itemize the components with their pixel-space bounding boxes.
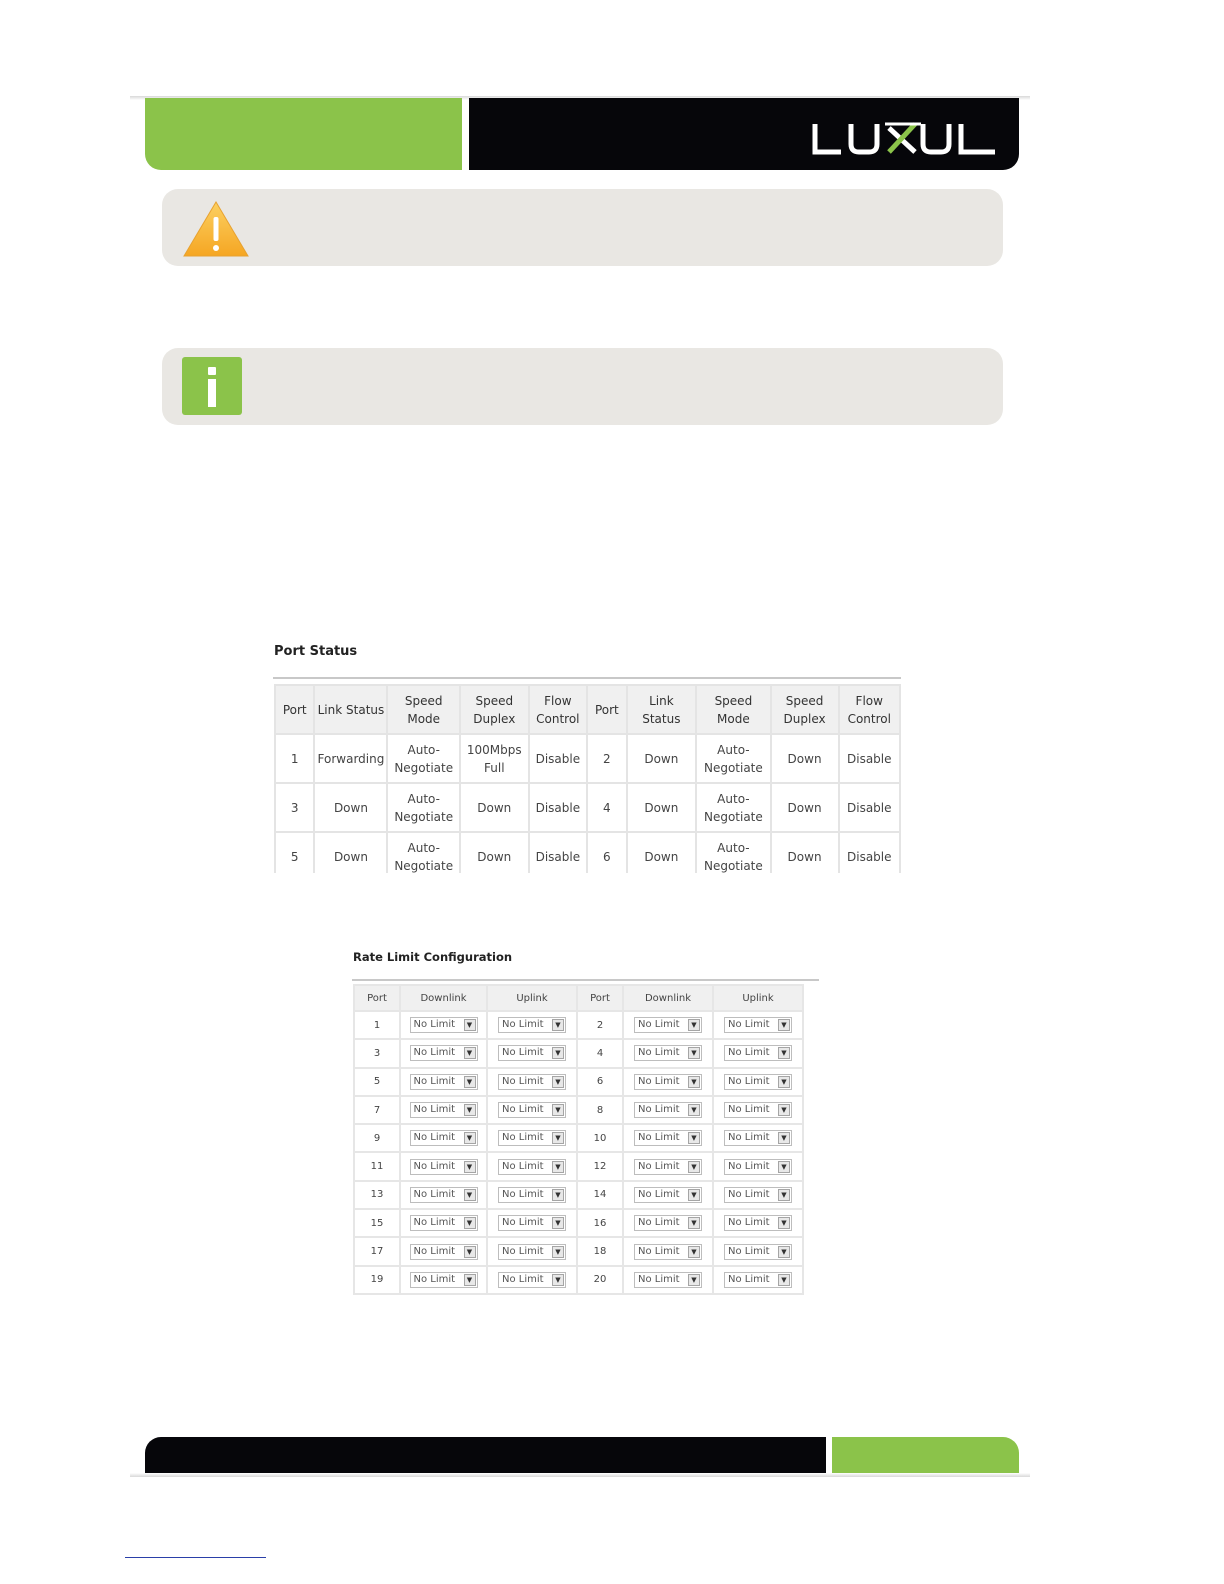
table-row [355, 1040, 802, 1066]
rate-limit-cell [488, 1210, 576, 1236]
col-speed-mode: Speed Mode [388, 686, 459, 733]
footer-shadow [130, 1473, 1030, 1477]
chevron-down-icon[interactable]: ▼ [464, 1132, 476, 1144]
select-value: No Limit [413, 1104, 456, 1116]
table-cell: Down [315, 833, 386, 873]
col-downlink: Downlink [401, 986, 486, 1010]
table-row [355, 1097, 802, 1123]
chevron-down-icon[interactable]: ▼ [778, 1246, 790, 1258]
table-cell: Disable [840, 833, 899, 873]
table-cell: Down [772, 833, 838, 873]
select-value: No Limit [413, 1019, 456, 1031]
select-value: No Limit [638, 1132, 680, 1144]
table-row [276, 833, 899, 873]
downlink-select[interactable] [634, 1102, 702, 1118]
table-row [355, 1069, 802, 1095]
uplink-select[interactable] [498, 1215, 566, 1231]
port-number: 5 [355, 1069, 399, 1095]
select-value: No Limit [502, 1047, 544, 1059]
rate-limit-cell [624, 1012, 712, 1038]
uplink-select[interactable] [724, 1130, 792, 1146]
table-cell: Down [628, 833, 696, 873]
select-value: No Limit [728, 1132, 770, 1144]
uplink-select[interactable] [498, 1102, 566, 1118]
info-icon [182, 357, 242, 415]
port-number: 17 [355, 1238, 399, 1264]
table-cell: Auto-Negotiate [697, 735, 769, 782]
select-value: No Limit [728, 1273, 770, 1285]
chevron-down-icon[interactable]: ▼ [688, 1076, 700, 1088]
chevron-down-icon[interactable]: ▼ [464, 1217, 476, 1229]
chevron-down-icon[interactable]: ▼ [688, 1274, 700, 1286]
uplink-select[interactable] [498, 1244, 566, 1260]
rate-limit-cell [488, 1125, 576, 1151]
uplink-select[interactable] [724, 1045, 792, 1061]
uplink-select[interactable] [498, 1130, 566, 1146]
chevron-down-icon[interactable]: ▼ [688, 1217, 700, 1229]
select-value: No Limit [413, 1075, 456, 1087]
rate-limit-cell [401, 1012, 486, 1038]
chevron-down-icon[interactable]: ▼ [778, 1047, 790, 1059]
select-value: No Limit [638, 1217, 680, 1229]
chevron-down-icon[interactable]: ▼ [688, 1047, 700, 1059]
rate-limit-cell [401, 1125, 486, 1151]
table-cell: Down [772, 735, 838, 782]
rate-limit-cell [488, 1040, 576, 1066]
rate-limit-cell [488, 1069, 576, 1095]
rate-limit-cell [488, 1238, 576, 1264]
chevron-down-icon[interactable]: ▼ [778, 1161, 790, 1173]
header-black-block [469, 98, 1019, 170]
table-cell: Auto-Negotiate [388, 784, 459, 831]
chevron-down-icon[interactable]: ▼ [778, 1189, 790, 1201]
table-cell: 3 [276, 784, 313, 831]
col-link-status: Link Status [628, 686, 696, 733]
table-cell: Down [628, 735, 696, 782]
warning-callout [162, 189, 1003, 266]
select-value: No Limit [502, 1075, 544, 1087]
rate-limit-cell [401, 1040, 486, 1066]
uplink-select[interactable] [724, 1159, 792, 1175]
rate-limit-cell [714, 1125, 802, 1151]
downlink-select[interactable] [634, 1017, 702, 1033]
port-number: 18 [578, 1238, 622, 1264]
table-row [355, 1182, 802, 1208]
port-number: 20 [578, 1267, 622, 1293]
table-cell: Disable [840, 784, 899, 831]
port-number: 14 [578, 1182, 622, 1208]
chevron-down-icon[interactable]: ▼ [688, 1132, 700, 1144]
select-value: No Limit [638, 1075, 680, 1087]
col-speed-duplex: Speed Duplex [772, 686, 838, 733]
footer-link-underline[interactable] [125, 1557, 266, 1558]
table-cell: Auto-Negotiate [388, 735, 459, 782]
select-value: No Limit [638, 1047, 680, 1059]
luxul-logo [811, 118, 1001, 158]
chevron-down-icon[interactable]: ▼ [688, 1161, 700, 1173]
rate-limit-cell [401, 1238, 486, 1264]
chevron-down-icon[interactable]: ▼ [464, 1076, 476, 1088]
rate-limit-cell [714, 1238, 802, 1264]
select-value: No Limit [638, 1245, 680, 1257]
table-row [355, 1153, 802, 1179]
select-value: No Limit [728, 1160, 770, 1172]
table-row [355, 1125, 802, 1151]
rate-limit-cell [714, 1182, 802, 1208]
table-cell: Disable [530, 784, 587, 831]
rate-limit-cell [714, 1040, 802, 1066]
rate-limit-cell [401, 1210, 486, 1236]
table-row [355, 1012, 802, 1038]
uplink-select[interactable] [724, 1102, 792, 1118]
rate-limit-cell [624, 1040, 712, 1066]
table-cell: 1 [276, 735, 313, 782]
chevron-down-icon[interactable]: ▼ [552, 1132, 564, 1144]
select-value: No Limit [638, 1188, 680, 1200]
table-row [276, 735, 899, 782]
downlink-select[interactable] [634, 1074, 702, 1090]
rate-limit-cell [714, 1267, 802, 1293]
chevron-down-icon[interactable]: ▼ [552, 1019, 564, 1031]
select-value: No Limit [638, 1019, 680, 1031]
uplink-select[interactable] [724, 1215, 792, 1231]
select-value: No Limit [728, 1188, 770, 1200]
table-cell: 2 [588, 735, 625, 782]
table-cell: Auto-Negotiate [697, 833, 769, 873]
select-value: No Limit [502, 1245, 544, 1257]
select-value: No Limit [502, 1019, 544, 1031]
rate-limit-cell [401, 1153, 486, 1179]
warning-icon [182, 199, 250, 259]
table-row [276, 784, 899, 831]
port-number: 10 [578, 1125, 622, 1151]
chevron-down-icon[interactable]: ▼ [778, 1217, 790, 1229]
chevron-down-icon[interactable]: ▼ [464, 1246, 476, 1258]
rate-limit-cell [714, 1210, 802, 1236]
table-row [355, 1210, 802, 1236]
downlink-select[interactable] [634, 1187, 702, 1203]
downlink-select[interactable] [410, 1159, 478, 1175]
rate-limit-cell [624, 1069, 712, 1095]
rate-limit-cell [714, 1012, 802, 1038]
table-cell: 100Mbps Full [461, 735, 528, 782]
select-value: No Limit [413, 1132, 456, 1144]
port-number: 12 [578, 1153, 622, 1179]
table-cell: Down [628, 784, 696, 831]
downlink-select[interactable] [410, 1102, 478, 1118]
select-value: No Limit [728, 1047, 770, 1059]
rate-limit-cell [714, 1153, 802, 1179]
rate-limit-cell [624, 1267, 712, 1293]
port-status-panel [273, 640, 901, 873]
col-port: Port [276, 686, 313, 733]
table-row [355, 1238, 802, 1264]
table-cell: Down [772, 784, 838, 831]
chevron-down-icon[interactable]: ▼ [464, 1161, 476, 1173]
table-header-row [276, 686, 899, 733]
select-value: No Limit [413, 1273, 456, 1285]
uplink-select[interactable] [498, 1272, 566, 1288]
select-value: No Limit [728, 1104, 770, 1116]
rate-limit-cell [488, 1153, 576, 1179]
uplink-select[interactable] [498, 1017, 566, 1033]
select-value: No Limit [728, 1019, 770, 1031]
select-value: No Limit [502, 1132, 544, 1144]
table-row [355, 1267, 802, 1293]
col-uplink: Uplink [488, 986, 576, 1010]
select-value: No Limit [502, 1273, 544, 1285]
rate-limit-cell [401, 1182, 486, 1208]
chevron-down-icon[interactable]: ▼ [688, 1189, 700, 1201]
select-value: No Limit [502, 1217, 544, 1229]
uplink-select[interactable] [724, 1017, 792, 1033]
chevron-down-icon[interactable]: ▼ [464, 1104, 476, 1116]
title-divider [273, 677, 901, 679]
table-cell: 5 [276, 833, 313, 873]
uplink-select[interactable] [498, 1187, 566, 1203]
col-flow-control: Flow Control [530, 686, 587, 733]
uplink-select[interactable] [724, 1074, 792, 1090]
rate-limit-cell [624, 1097, 712, 1123]
select-value: No Limit [413, 1160, 456, 1172]
col-port: Port [588, 686, 625, 733]
col-port: Port [355, 986, 399, 1010]
select-value: No Limit [728, 1217, 770, 1229]
rate-limit-cell [714, 1069, 802, 1095]
rate-limit-cell [488, 1267, 576, 1293]
rate-limit-table [353, 984, 804, 1295]
port-number: 13 [355, 1182, 399, 1208]
downlink-select[interactable] [634, 1130, 702, 1146]
chevron-down-icon[interactable]: ▼ [778, 1076, 790, 1088]
downlink-select[interactable] [410, 1215, 478, 1231]
col-link-status: Link Status [315, 686, 386, 733]
chevron-down-icon[interactable]: ▼ [552, 1246, 564, 1258]
chevron-down-icon[interactable]: ▼ [464, 1189, 476, 1201]
footer-green-block [832, 1437, 1019, 1475]
rate-limit-title: Rate Limit Configuration [353, 950, 513, 964]
col-port: Port [578, 986, 622, 1010]
uplink-select[interactable] [498, 1074, 566, 1090]
select-value: No Limit [638, 1104, 680, 1116]
chevron-down-icon[interactable]: ▼ [464, 1274, 476, 1286]
col-speed-duplex: Speed Duplex [461, 686, 528, 733]
port-number: 15 [355, 1210, 399, 1236]
port-number: 9 [355, 1125, 399, 1151]
table-header-row [355, 986, 802, 1010]
chevron-down-icon[interactable]: ▼ [464, 1047, 476, 1059]
chevron-down-icon[interactable]: ▼ [552, 1217, 564, 1229]
rate-limit-cell [624, 1210, 712, 1236]
chevron-down-icon[interactable]: ▼ [552, 1047, 564, 1059]
port-number: 19 [355, 1267, 399, 1293]
uplink-select[interactable] [724, 1187, 792, 1203]
downlink-select[interactable] [410, 1017, 478, 1033]
select-value: No Limit [413, 1245, 456, 1257]
port-number: 1 [355, 1012, 399, 1038]
chevron-down-icon[interactable]: ▼ [778, 1274, 790, 1286]
downlink-select[interactable] [634, 1159, 702, 1175]
rate-limit-cell [488, 1182, 576, 1208]
col-flow-control: Flow Control [840, 686, 899, 733]
table-cell: Down [315, 784, 386, 831]
table-cell: 6 [588, 833, 625, 873]
col-downlink: Downlink [624, 986, 712, 1010]
select-value: No Limit [413, 1217, 456, 1229]
rate-limit-cell [488, 1097, 576, 1123]
uplink-select[interactable] [724, 1244, 792, 1260]
uplink-select[interactable] [498, 1045, 566, 1061]
downlink-select[interactable] [410, 1074, 478, 1090]
table-cell: Auto-Negotiate [388, 833, 459, 873]
chevron-down-icon[interactable]: ▼ [552, 1274, 564, 1286]
port-status-table [274, 684, 901, 873]
table-cell: Down [461, 784, 528, 831]
table-cell: Auto-Negotiate [697, 784, 769, 831]
select-value: No Limit [638, 1160, 680, 1172]
port-status-title: Port Status [274, 644, 358, 659]
table-cell: Disable [530, 833, 587, 873]
uplink-select[interactable] [498, 1159, 566, 1175]
select-value: No Limit [502, 1188, 544, 1200]
rate-limit-cell [624, 1153, 712, 1179]
chevron-down-icon[interactable]: ▼ [552, 1189, 564, 1201]
chevron-down-icon[interactable]: ▼ [778, 1132, 790, 1144]
downlink-select[interactable] [410, 1187, 478, 1203]
select-value: No Limit [413, 1047, 456, 1059]
downlink-select[interactable] [634, 1215, 702, 1231]
header-green-block [145, 98, 462, 170]
downlink-select[interactable] [634, 1272, 702, 1288]
table-cell: Forwarding [315, 735, 386, 782]
downlink-select[interactable] [634, 1244, 702, 1260]
rate-limit-cell [714, 1097, 802, 1123]
port-number: 3 [355, 1040, 399, 1066]
table-cell: 4 [588, 784, 625, 831]
select-value: No Limit [413, 1188, 456, 1200]
chevron-down-icon[interactable]: ▼ [552, 1161, 564, 1173]
chevron-down-icon[interactable]: ▼ [552, 1076, 564, 1088]
port-number: 8 [578, 1097, 622, 1123]
downlink-select[interactable] [634, 1045, 702, 1061]
port-number: 2 [578, 1012, 622, 1038]
table-cell: Disable [840, 735, 899, 782]
rate-limit-cell [401, 1267, 486, 1293]
select-value: No Limit [728, 1075, 770, 1087]
downlink-select[interactable] [410, 1244, 478, 1260]
chevron-down-icon[interactable]: ▼ [552, 1104, 564, 1116]
chevron-down-icon[interactable]: ▼ [688, 1246, 700, 1258]
select-value: No Limit [502, 1160, 544, 1172]
table-cell: Disable [530, 735, 587, 782]
rate-limit-cell [401, 1097, 486, 1123]
table-cell: Down [461, 833, 528, 873]
port-number: 16 [578, 1210, 622, 1236]
select-value: No Limit [728, 1245, 770, 1257]
chevron-down-icon[interactable]: ▼ [688, 1104, 700, 1116]
downlink-select[interactable] [410, 1272, 478, 1288]
port-number: 7 [355, 1097, 399, 1123]
rate-limit-cell [624, 1125, 712, 1151]
chevron-down-icon[interactable]: ▼ [778, 1104, 790, 1116]
info-callout [162, 348, 1003, 425]
footer-black-block [145, 1437, 826, 1475]
port-number: 11 [355, 1153, 399, 1179]
port-number: 6 [578, 1069, 622, 1095]
title-divider [352, 979, 819, 981]
select-value: No Limit [638, 1273, 680, 1285]
downlink-select[interactable] [410, 1045, 478, 1061]
rate-limit-panel [352, 946, 819, 1298]
col-uplink: Uplink [714, 986, 802, 1010]
chevron-down-icon[interactable]: ▼ [778, 1019, 790, 1031]
chevron-down-icon[interactable]: ▼ [464, 1019, 476, 1031]
col-speed-mode: Speed Mode [697, 686, 769, 733]
chevron-down-icon[interactable]: ▼ [688, 1019, 700, 1031]
downlink-select[interactable] [410, 1130, 478, 1146]
rate-limit-cell [624, 1238, 712, 1264]
rate-limit-cell [488, 1012, 576, 1038]
rate-limit-cell [401, 1069, 486, 1095]
select-value: No Limit [502, 1104, 544, 1116]
uplink-select[interactable] [724, 1272, 792, 1288]
rate-limit-cell [624, 1182, 712, 1208]
port-number: 4 [578, 1040, 622, 1066]
